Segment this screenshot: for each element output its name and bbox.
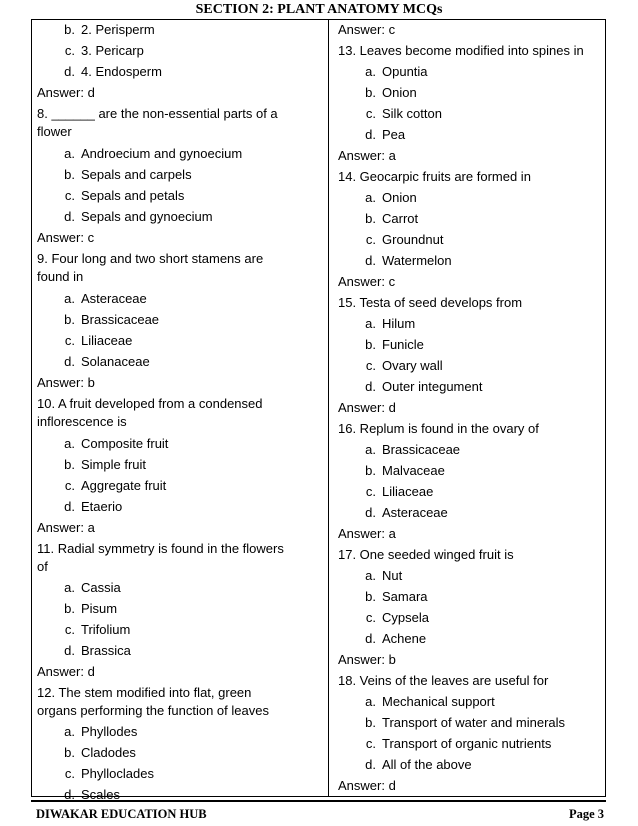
question-text: 12. The stem modified into flat, green: [37, 685, 252, 700]
option-letter: d.: [365, 757, 376, 772]
option-letter: b.: [64, 22, 75, 37]
answer-option: [37, 352, 150, 372]
option-text: Onion: [382, 85, 417, 100]
question-text: 8. ______ are the non-essential parts of a: [37, 106, 278, 121]
option-text: Transport of organic nutrients: [382, 736, 552, 751]
question-text: 16. Replum is found in the ovary of: [338, 421, 539, 436]
option-text: Cypsela: [382, 610, 429, 625]
option-text: Phylloclades: [81, 766, 154, 781]
answer-option: [37, 641, 131, 661]
answer-key: Answer: c: [37, 230, 95, 245]
answer-key: Answer: d: [338, 778, 396, 793]
answer-option: [338, 104, 442, 124]
answer-option: [338, 356, 443, 376]
option-text: Pea: [382, 127, 406, 142]
option-text: Sepals and petals: [81, 188, 185, 203]
answer-key: Answer: d: [37, 664, 95, 679]
option-text: Brassicaceae: [382, 442, 461, 457]
answer-option: [338, 62, 428, 82]
option-text: Achene: [382, 631, 427, 646]
option-letter: a.: [365, 190, 376, 205]
option-text: Silk cotton: [382, 106, 442, 121]
option-letter: c.: [64, 333, 75, 348]
option-letter: b.: [365, 211, 376, 226]
answer-key: Answer: a: [338, 148, 396, 163]
option-text: Brassicaceae: [81, 312, 160, 327]
answer-option: [37, 62, 162, 82]
answer-key: Answer: d: [338, 400, 396, 415]
option-text: Scales: [81, 787, 121, 802]
question-text: 10. A fruit developed from a condensed: [37, 396, 263, 411]
question-text: 11. Radial symmetry is found in the flowers: [37, 541, 284, 556]
question-text: inflorescence is: [37, 414, 127, 429]
option-letter: d.: [365, 379, 376, 394]
option-letter: a.: [365, 568, 376, 583]
footer-page-number: Page 3: [568, 807, 604, 821]
question-text: 14. Geocarpic fruits are formed in: [338, 169, 531, 184]
option-text: Asteraceae: [81, 291, 147, 306]
answer-option: [37, 578, 121, 598]
option-letter: c.: [64, 188, 75, 203]
answer-option: [37, 764, 154, 784]
answer-option: [37, 434, 168, 454]
option-letter: c.: [365, 106, 376, 121]
option-letter: c.: [365, 736, 376, 751]
answer-option: [338, 482, 433, 502]
answer-option: [37, 722, 137, 742]
answer-option: [338, 335, 424, 355]
question-text: 15. Testa of seed develops from: [338, 295, 523, 310]
option-text: Liliaceae: [81, 333, 133, 348]
option-text: Watermelon: [382, 253, 452, 268]
option-letter: d.: [365, 127, 376, 142]
question-text: 13. Leaves become modified into spines in: [338, 43, 584, 58]
answer-option: [338, 629, 426, 649]
option-letter: b.: [365, 463, 376, 478]
option-text: Sepals and gynoecium: [81, 209, 213, 224]
option-text: Carrot: [382, 211, 419, 226]
answer-option: [37, 207, 213, 227]
option-text: Brassica: [81, 643, 131, 658]
answer-option: [37, 497, 122, 517]
option-text: Simple fruit: [81, 457, 147, 472]
answer-option: [338, 377, 482, 397]
answer-option: [338, 755, 472, 775]
option-text: Asteraceae: [382, 505, 448, 520]
question-text: 17. One seeded winged fruit is: [338, 547, 514, 562]
answer-option: [338, 440, 460, 460]
answer-option: [37, 289, 147, 309]
answer-option: [37, 20, 155, 40]
footer-publisher: DIWAKAR EDUCATION HUB: [36, 807, 207, 821]
answer-option: [338, 608, 429, 628]
page-header-title: SECTION 2: PLANT ANATOMY MCQs: [195, 2, 443, 17]
option-text: Cladodes: [81, 745, 136, 760]
option-text: Funicle: [382, 337, 424, 352]
option-text: Outer integument: [382, 379, 483, 394]
question-text: 9. Four long and two short stamens are: [37, 251, 264, 266]
question-text: of: [37, 559, 48, 574]
option-letter: c.: [365, 232, 376, 247]
option-letter: b.: [64, 167, 75, 182]
option-letter: a.: [64, 580, 75, 595]
answer-option: [37, 620, 130, 640]
option-letter: d.: [64, 64, 75, 79]
answer-key: Answer: b: [338, 652, 396, 667]
option-letter: c.: [64, 43, 75, 58]
option-letter: a.: [365, 64, 376, 79]
option-letter: d.: [365, 631, 376, 646]
question-text: found in: [37, 269, 84, 284]
answer-option: [338, 314, 415, 334]
option-letter: a.: [64, 146, 75, 161]
answer-option: [338, 503, 448, 523]
answer-option: [37, 41, 144, 61]
column-divider: [328, 20, 329, 796]
answer-key: Answer: d: [37, 85, 95, 100]
answer-option: [37, 476, 166, 496]
option-letter: c.: [365, 358, 376, 373]
answer-option: [338, 692, 495, 712]
option-text: 4. Endosperm: [81, 64, 162, 79]
option-letter: a.: [365, 694, 376, 709]
option-letter: c.: [365, 484, 376, 499]
option-letter: d.: [64, 499, 75, 514]
option-text: Aggregate fruit: [81, 478, 167, 493]
option-letter: b.: [365, 715, 376, 730]
option-letter: a.: [365, 316, 376, 331]
option-letter: b.: [365, 589, 376, 604]
option-text: Sepals and carpels: [81, 167, 192, 182]
answer-option: [37, 186, 184, 206]
option-letter: b.: [64, 745, 75, 760]
footer-rule: [31, 800, 606, 802]
option-text: 3. Pericarp: [81, 43, 144, 58]
option-letter: d.: [365, 505, 376, 520]
option-letter: c.: [365, 610, 376, 625]
option-letter: b.: [365, 337, 376, 352]
option-text: Mechanical support: [382, 694, 495, 709]
option-letter: d.: [365, 253, 376, 268]
option-text: Pisum: [81, 601, 118, 616]
answer-option: [37, 165, 192, 185]
answer-option: [338, 461, 445, 481]
option-letter: d.: [64, 787, 75, 802]
option-letter: a.: [64, 436, 75, 451]
option-letter: b.: [64, 312, 75, 327]
option-text: All of the above: [382, 757, 472, 772]
answer-option: [37, 599, 117, 619]
option-text: Androecium and gynoecium: [81, 146, 243, 161]
option-text: Samara: [382, 589, 428, 604]
option-letter: a.: [64, 291, 75, 306]
question-text: 18. Veins of the leaves are useful for: [338, 673, 549, 688]
option-text: Onion: [382, 190, 417, 205]
option-text: Transport of water and minerals: [382, 715, 566, 730]
option-letter: a.: [365, 442, 376, 457]
option-text: 2. Perisperm: [81, 22, 155, 37]
answer-key: Answer: a: [37, 520, 95, 535]
answer-option: [37, 785, 120, 805]
option-letter: b.: [365, 85, 376, 100]
answer-key: Answer: a: [338, 526, 396, 541]
option-text: Nut: [382, 568, 403, 583]
answer-option: [338, 587, 428, 607]
option-text: Phyllodes: [81, 724, 138, 739]
option-text: Solanaceae: [81, 354, 150, 369]
question-text: flower: [37, 124, 72, 139]
option-letter: d.: [64, 354, 75, 369]
answer-key: Answer: c: [338, 274, 396, 289]
option-letter: d.: [64, 209, 75, 224]
answer-option: [338, 125, 405, 145]
question-text: organs performing the function of leaves: [37, 703, 269, 718]
option-text: Malvaceae: [382, 463, 445, 478]
answer-option: [37, 455, 146, 475]
answer-key: Answer: b: [37, 375, 95, 390]
option-letter: b.: [64, 601, 75, 616]
option-letter: a.: [64, 724, 75, 739]
answer-option: [37, 310, 159, 330]
answer-option: [338, 734, 551, 754]
answer-option: [338, 230, 443, 250]
answer-option: [37, 331, 132, 351]
option-text: Cassia: [81, 580, 121, 595]
option-letter: c.: [64, 478, 75, 493]
option-text: Ovary wall: [382, 358, 443, 373]
answer-option: [338, 188, 417, 208]
option-letter: c.: [64, 622, 75, 637]
answer-option: [37, 144, 242, 164]
option-text: Trifolium: [81, 622, 131, 637]
answer-option: [338, 713, 565, 733]
option-letter: b.: [64, 457, 75, 472]
answer-option: [338, 566, 402, 586]
option-text: Composite fruit: [81, 436, 169, 451]
option-text: Opuntia: [382, 64, 428, 79]
answer-option: [338, 83, 417, 103]
option-text: Liliaceae: [382, 484, 434, 499]
answer-option: [37, 743, 136, 763]
answer-option: [338, 251, 452, 271]
answer-key: Answer: c: [338, 22, 396, 37]
option-letter: d.: [64, 643, 75, 658]
answer-option: [338, 209, 418, 229]
option-text: Etaerio: [81, 499, 123, 514]
option-text: Hilum: [382, 316, 416, 331]
option-letter: c.: [64, 766, 75, 781]
option-text: Groundnut: [382, 232, 444, 247]
